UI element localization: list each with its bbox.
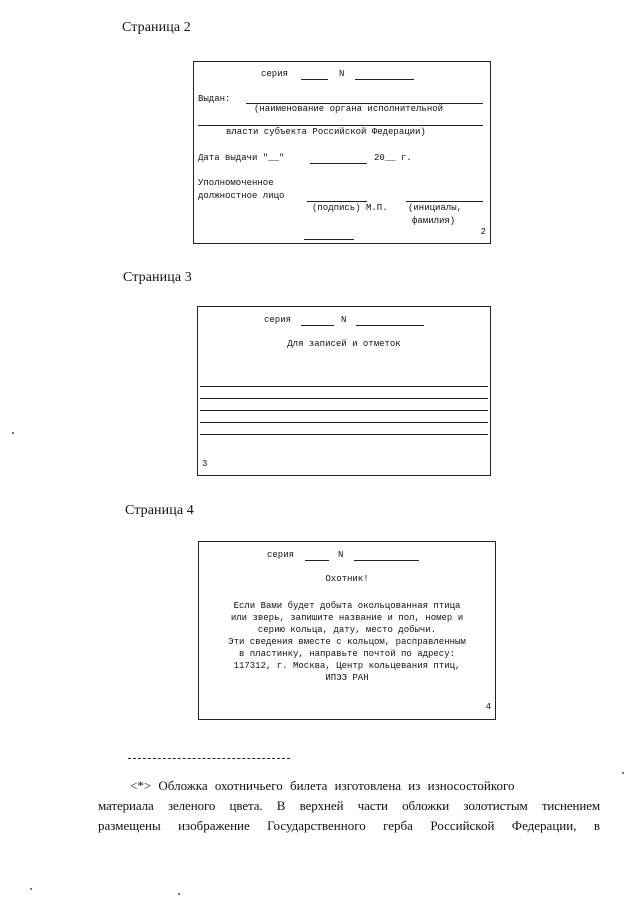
page-number: 4 [485, 702, 491, 712]
date-label: Дата выдачи "__" [198, 153, 285, 163]
official-label-1: Уполномоченное [198, 178, 274, 188]
number-blank [355, 79, 414, 80]
page3-heading: Страница 3 [123, 270, 192, 285]
scan-speck [622, 772, 624, 774]
number-blank [356, 325, 424, 326]
notice-line: в пластинку, направьте почтой по адресу: [238, 649, 456, 659]
notice-text [199, 600, 495, 684]
scan-speck [178, 893, 180, 895]
notice-line: Если Вами будет добыта окольцованная птица [233, 601, 461, 611]
notice-line: серию кольца, дату, место добычи. [257, 625, 437, 635]
seria-label: серия [261, 69, 289, 79]
number-label: N [339, 69, 345, 79]
page-number: 2 [480, 227, 486, 237]
ruled-line [200, 434, 488, 435]
number-label: N [341, 315, 347, 325]
number-blank [354, 560, 419, 561]
notice-title: Охотник! [325, 574, 369, 584]
scan-speck [12, 432, 14, 434]
seria-label: серия [264, 315, 292, 325]
page4-heading: Страница 4 [125, 503, 194, 518]
records-title: Для записей и отметок [287, 339, 401, 349]
ruled-line [200, 386, 488, 387]
ruled-line [200, 398, 488, 399]
footnote-line: размещены изображение Государственного герба Российской Федерации, в [98, 818, 600, 833]
seria-blank [301, 325, 334, 326]
footnote-line: материала зеленого цвета. В верхней части обложки золотистым тиснением [98, 798, 600, 813]
signature-caption: (подпись) М.П. [312, 203, 388, 213]
initials-blank [406, 201, 483, 202]
official-label-2: должностное лицо [198, 191, 285, 201]
bottom-rule [304, 239, 354, 240]
seria-blank [305, 560, 329, 561]
number-label: N [338, 550, 344, 560]
page4-card [198, 541, 496, 720]
date-month-blank [310, 163, 367, 164]
issued-caption-2: власти субъекта Российской Федерации) [226, 127, 426, 137]
page-number: 3 [202, 459, 208, 469]
page2-card [193, 61, 491, 244]
ruled-line [200, 410, 488, 411]
page3-card [197, 306, 491, 476]
notice-line: ИПЭЭ РАН [325, 673, 369, 683]
signature-blank [307, 201, 367, 202]
page2-heading: Страница 2 [122, 20, 191, 35]
footnote-line: <*> Обложка охотничьего билета изготовлена из износостойкого [130, 778, 515, 793]
notice-line: или зверь, запишите название и пол, номер и [230, 613, 464, 623]
year-label: 20__ г. [374, 153, 412, 163]
issued-blank-2 [198, 125, 483, 126]
footnote-separator [128, 758, 290, 759]
initials-caption-2: фамилия) [412, 216, 456, 226]
notice-line: 117312, г. Москва, Центр кольцевания птиц, [233, 661, 461, 671]
scan-speck [30, 888, 32, 890]
issued-label: Выдан: [198, 94, 231, 104]
footnote [96, 776, 600, 836]
initials-caption-1: (инициалы, [408, 203, 463, 213]
notice-line: Эти сведения вместе с кольцом, расправленным [228, 637, 466, 647]
issued-caption-1: (наименование органа исполнительной [254, 104, 444, 114]
ruled-line [200, 422, 488, 423]
seria-label: серия [267, 550, 295, 560]
seria-blank [301, 79, 328, 80]
